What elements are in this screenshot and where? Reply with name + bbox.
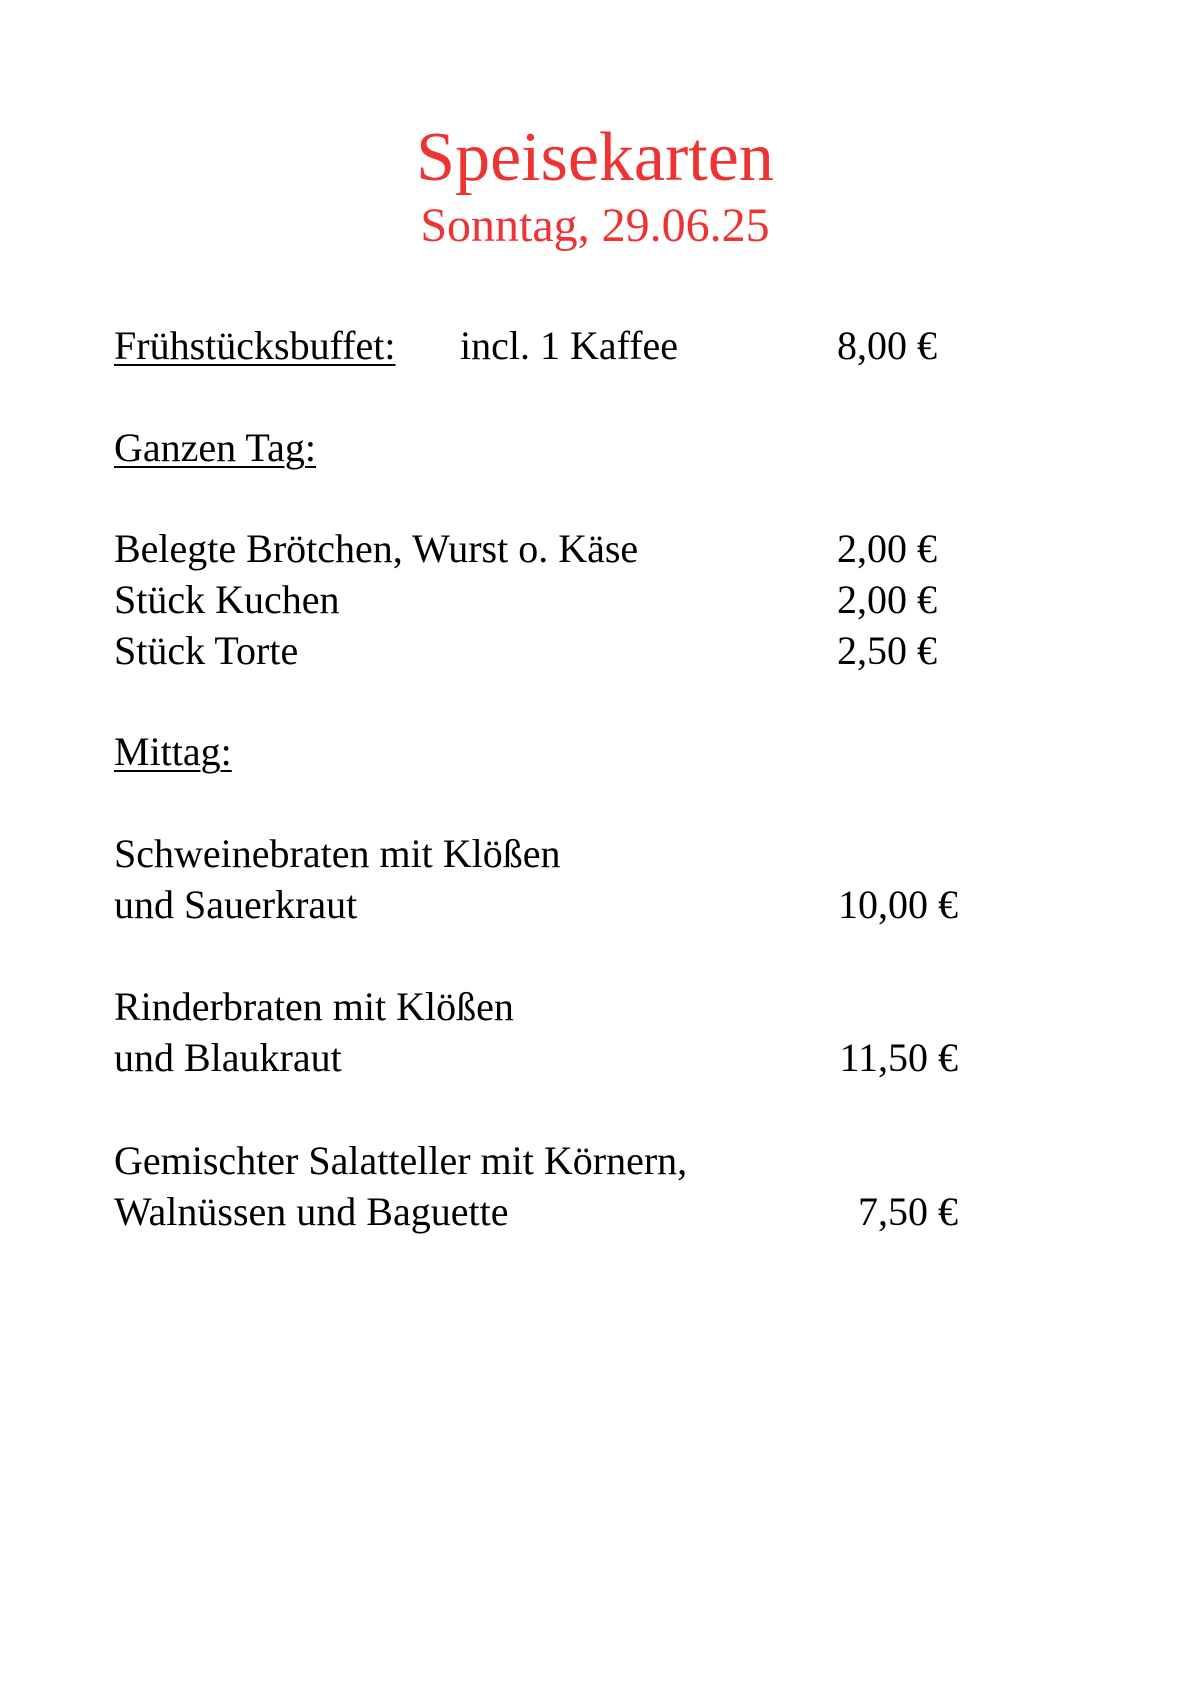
section-heading-lunch: Mittag: [114, 729, 232, 774]
menu-item-price: 2,00 € [837, 577, 937, 622]
menu-item-name: Stück Kuchen [114, 577, 340, 622]
menu-item-name-cont: und Sauerkraut [114, 882, 358, 927]
menu-item-price: 2,50 € [837, 628, 937, 673]
menu-item-name: Belegte Brötchen, Wurst o. Käse [114, 526, 639, 571]
menu-item-name: Schweinebraten mit Klößen [114, 831, 561, 876]
menu-date: Sonntag, 29.06.25 [420, 199, 770, 252]
menu-item-name: Stück Torte [114, 628, 299, 673]
section-heading-all-day: Ganzen Tag: [114, 425, 316, 470]
menu-item-price: 10,00 € [838, 882, 958, 927]
menu-item-name-cont: und Blaukraut [114, 1035, 342, 1080]
breakfast-note: incl. 1 Kaffee [460, 323, 679, 368]
menu-item-price: 11,50 € [839, 1035, 958, 1080]
menu-item-name: Rinderbraten mit Klößen [114, 984, 514, 1029]
breakfast-price: 8,00 € [837, 323, 937, 368]
menu-item-price: 2,00 € [837, 526, 937, 571]
breakfast-label: Frühstücksbuffet: [114, 323, 396, 368]
menu-item-price: 7,50 € [858, 1189, 958, 1234]
page-title: Speisekarten [416, 119, 774, 196]
menu-item-name-cont: Walnüssen und Baguette [114, 1189, 509, 1234]
menu-item-name: Gemischter Salatteller mit Körnern, [114, 1138, 688, 1183]
